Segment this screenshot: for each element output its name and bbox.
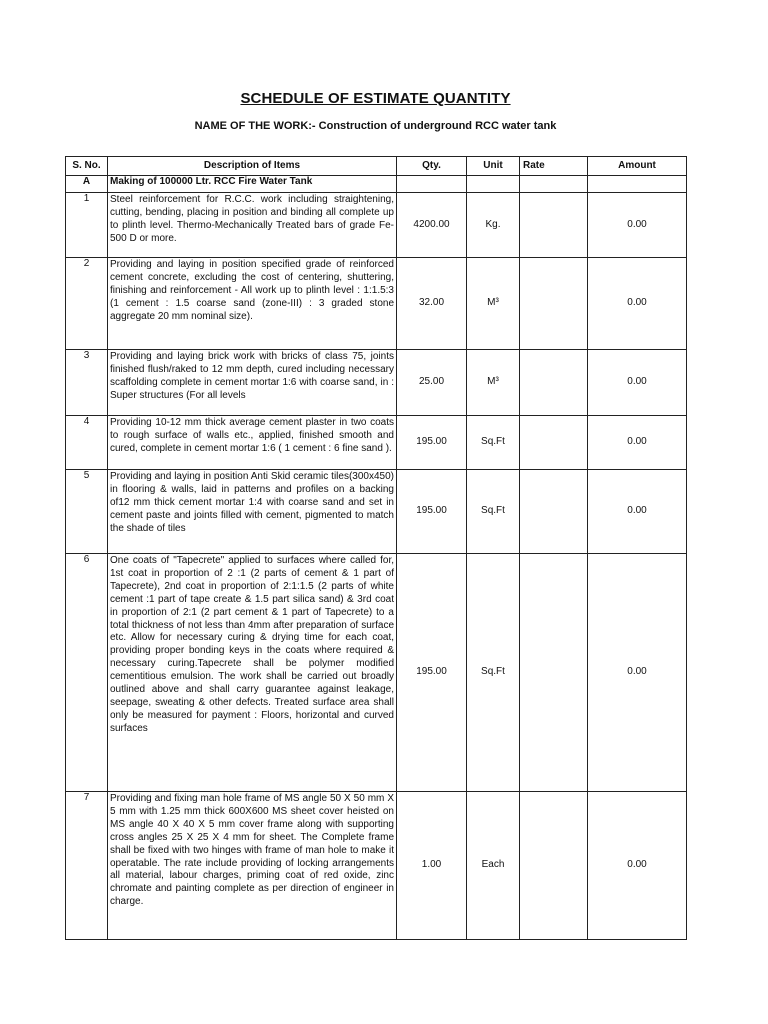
row-rate: [520, 193, 588, 258]
header-rate: Rate: [520, 157, 588, 176]
row-amount: 0.00: [588, 416, 687, 470]
row-qty: 4200.00: [397, 193, 467, 258]
section-row: [66, 176, 687, 193]
row-rate: [520, 554, 588, 792]
row-qty: 1.00: [397, 792, 467, 940]
row-qty: 25.00: [397, 350, 467, 416]
row-description: One coats of "Tapecrete" applied to surfaces where called for, 1st coat in proportion of 2 :1 (2 parts of cement & 1 part of Tapecrete), 2nd coat in proportion of 2:1:1.5 (2 parts of white cement :1 part of tape create & 1.5 part silica sand) & 3rd coat in proportion of 2:1 (2 part cement & 1 part of Tapecrete) to a total thickness of not less than 4mm after preparation of surface etc. Allow for necessary curing & drying time for each coat, providing proper bonding keys in the coats where required & necessary curing.Tapecrete shall be polymer modified cementitious emulsion. The work shall be carried out broadly outlined above and shall carry guarantee against leakage, seepage, sweating & other defects. Treated surface area shall only be measured for payment : Floors, horizontal and curved surfaces: [108, 554, 397, 792]
row-rate: [520, 258, 588, 350]
row-description: Providing and laying in position Anti Skid ceramic tiles(300x450) in flooring & walls, laid in patterns and profiles on a backing of12 mm thick cement mortar 1:4 with coarse sand and set in cement paste and joints filled with cement, pigmented to match the shade of tiles: [108, 470, 397, 554]
row-description: Providing 10-12 mm thick average cement plaster in two coats to rough surface of walls etc., applied, finished smooth and cured, complete in cement mortar 1:6 ( 1 cement : 6 fine sand ).: [108, 416, 397, 470]
row-unit: M³: [467, 258, 520, 350]
estimate-table: [65, 156, 687, 940]
table-row: [66, 258, 687, 350]
header-description: Description of Items: [108, 157, 397, 176]
table-row: [66, 193, 687, 258]
section-qty: [397, 176, 467, 193]
row-amount: 0.00: [588, 350, 687, 416]
row-unit: Sq.Ft: [467, 470, 520, 554]
row-rate: [520, 416, 588, 470]
table-row: [66, 792, 687, 940]
work-name: NAME OF THE WORK:- Construction of underground RCC water tank: [194, 120, 557, 132]
row-sno: 7: [66, 792, 108, 940]
table-row: [66, 416, 687, 470]
section-unit: [467, 176, 520, 193]
header-unit: Unit: [467, 157, 520, 176]
row-sno: 5: [66, 470, 108, 554]
table-row: [66, 554, 687, 792]
section-description: Making of 100000 Ltr. RCC Fire Water Tank: [108, 176, 397, 193]
section-rate: [520, 176, 588, 193]
row-rate: [520, 470, 588, 554]
header-sno: S. No.: [66, 157, 108, 176]
row-sno: 3: [66, 350, 108, 416]
row-unit: Sq.Ft: [467, 554, 520, 792]
row-sno: 1: [66, 193, 108, 258]
row-rate: [520, 792, 588, 940]
row-sno: 6: [66, 554, 108, 792]
table-row: [66, 350, 687, 416]
section-sno: A: [66, 176, 108, 193]
row-amount: 0.00: [588, 470, 687, 554]
row-description: Providing and laying brick work with bricks of class 75, joints finished flush/raked to 12 mm depth, cured including necessary scaffolding complete in cement mortar 1:6 with coarse sand, in : Super structures (For all levels: [108, 350, 397, 416]
row-sno: 4: [66, 416, 108, 470]
header-qty: Qty.: [397, 157, 467, 176]
section-amount: [588, 176, 687, 193]
row-unit: M³: [467, 350, 520, 416]
table-row: [66, 470, 687, 554]
row-amount: 0.00: [588, 258, 687, 350]
page-title: SCHEDULE OF ESTIMATE QUANTITY: [240, 90, 511, 107]
header-row: [66, 157, 687, 176]
row-qty: 195.00: [397, 416, 467, 470]
row-unit: Sq.Ft: [467, 416, 520, 470]
row-amount: 0.00: [588, 554, 687, 792]
row-sno: 2: [66, 258, 108, 350]
row-description: Steel reinforcement for R.C.C. work including straightening, cutting, bending, placing in position and binding all complete up to plinth level. Thermo-Mechanically Treated bars of grade Fe-500 D or more.: [108, 193, 397, 258]
row-rate: [520, 350, 588, 416]
header-amount: Amount: [588, 157, 687, 176]
row-description: Providing and fixing man hole frame of MS angle 50 X 50 mm X 5 mm with 1.25 mm thick 600X600 MS sheet cover heisted on MS angle 40 X 40 X 5 mm cover frame along with supporting cross angles 25 X 25 X 4 mm for sheet. The Complete frame shall be fixed with two hinges with frame of man hole to make it operatable. The rate include providing of locking arrangements all material, labour charges, priming coat of red oxide, zinc chromate and painting complete as per direction of engineer in charge.: [108, 792, 397, 940]
row-amount: 0.00: [588, 193, 687, 258]
row-qty: 32.00: [397, 258, 467, 350]
row-qty: 195.00: [397, 470, 467, 554]
row-amount: 0.00: [588, 792, 687, 940]
row-qty: 195.00: [397, 554, 467, 792]
row-description: Providing and laying in position specified grade of reinforced cement concrete, excluding the cost of centering, shuttering, finishing and reinforcement - All work up to plinth level : 1:1.5:3 (1 cement : 1.5 coarse sand (zone-III) : 3 graded stone aggregate 20 mm nominal size).: [108, 258, 397, 350]
row-unit: Kg.: [467, 193, 520, 258]
row-unit: Each: [467, 792, 520, 940]
